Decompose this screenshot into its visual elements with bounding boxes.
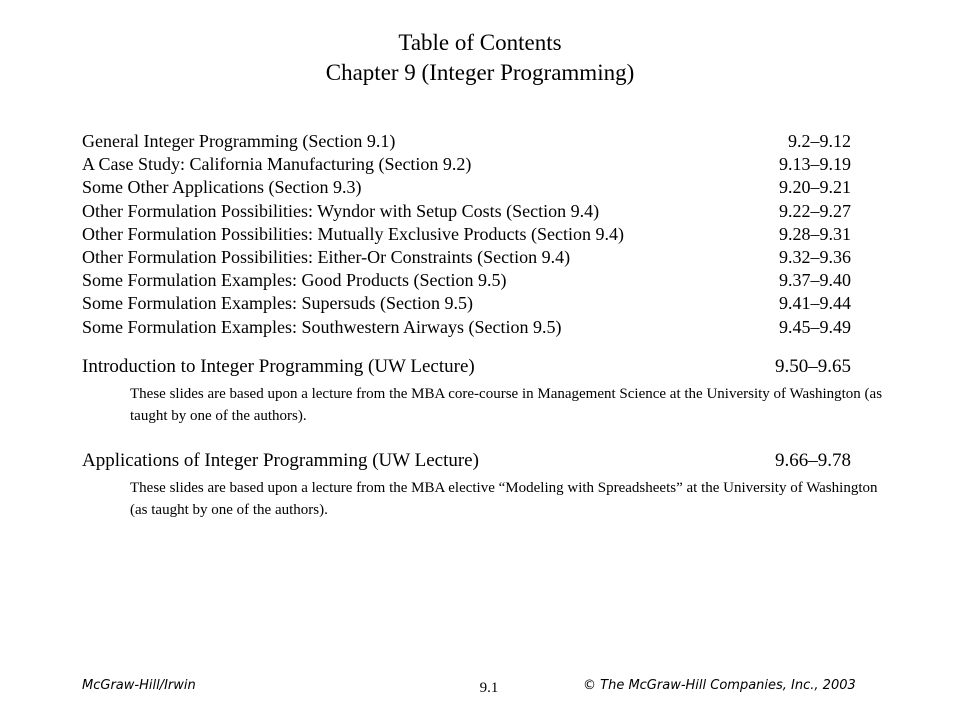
toc-entry[interactable]: [82, 292, 882, 315]
toc-entry-pages: 9.45–9.49: [779, 316, 851, 337]
toc-entry-applications-lecture[interactable]: [82, 449, 882, 473]
toc-entry-pages: 9.41–9.44: [779, 293, 851, 314]
toc-entry-label: Other Formulation Possibilities: Wyndor with Setup Costs (Section 9.4): [82, 200, 600, 221]
toc-entry-pages: 9.32–9.36: [779, 246, 851, 267]
section-list: [82, 130, 882, 339]
toc-entry-label: Some Formulation Examples: Supersuds (Section 9.5): [82, 293, 473, 314]
toc-entry-pages: 9.66–9.78: [775, 449, 851, 471]
toc-entry-pages: 9.50–9.65: [775, 355, 851, 377]
toc-entry-label: Some Formulation Examples: Southwestern Airways (Section 9.5): [82, 316, 562, 337]
toc-entry-label: Introduction to Integer Programming (UW Lecture): [82, 355, 475, 377]
toc-entry[interactable]: [82, 223, 882, 246]
toc-entry-label: Some Other Applications (Section 9.3): [82, 177, 362, 198]
toc-entry-label: Other Formulation Possibilities: Mutually Exclusive Products (Section 9.4): [82, 223, 624, 244]
title-line-1: Table of Contents: [398, 30, 562, 55]
lecture-note: These slides are based upon a lecture from the MBA elective “Modeling with Spreadsheets” at the University of Washington (as taught by one of the authors).: [130, 479, 878, 518]
footer-copyright: © The McGraw-Hill Companies, Inc., 2003: [583, 678, 856, 693]
toc-entry-label: Applications of Integer Programming (UW Lecture): [82, 449, 479, 471]
toc-entry-label: Other Formulation Possibilities: Either-Or Constraints (Section 9.4): [82, 246, 571, 267]
toc-entry[interactable]: [82, 200, 882, 223]
slide-number: 9.1: [479, 680, 499, 696]
toc-entry-label: Some Formulation Examples: Good Products (Section 9.5): [82, 270, 507, 291]
title-line-2: Chapter 9 (Integer Programming): [325, 60, 635, 85]
toc-entry[interactable]: [82, 153, 882, 176]
toc-entry-pages: 9.20–9.21: [779, 177, 851, 198]
toc-entry-pages: 9.28–9.31: [779, 223, 851, 244]
lecture-note: These slides are based upon a lecture from the MBA core-course in Management Science at the University of Washington (as taught by one of the authors).: [130, 385, 883, 424]
toc-entry-pages: 9.13–9.19: [779, 154, 851, 175]
footer-publisher: McGraw-Hill/Irwin: [82, 678, 196, 693]
toc-entry-label: General Integer Programming (Section 9.1): [82, 131, 396, 151]
toc-entry[interactable]: [82, 246, 882, 269]
toc-entry-intro-lecture[interactable]: [82, 355, 882, 379]
toc-entry-pages: 9.22–9.27: [779, 200, 851, 221]
toc-entry-pages: 9.2–9.12: [788, 131, 851, 151]
table-of-contents: [82, 130, 882, 521]
page-title: [0, 28, 960, 88]
toc-entry[interactable]: [82, 269, 882, 292]
toc-entry-pages: 9.37–9.40: [779, 270, 851, 291]
toc-entry[interactable]: [82, 130, 882, 153]
toc-entry[interactable]: [82, 316, 882, 339]
toc-entry-label: A Case Study: California Manufacturing (Section 9.2): [82, 154, 472, 175]
toc-entry[interactable]: [82, 176, 882, 199]
